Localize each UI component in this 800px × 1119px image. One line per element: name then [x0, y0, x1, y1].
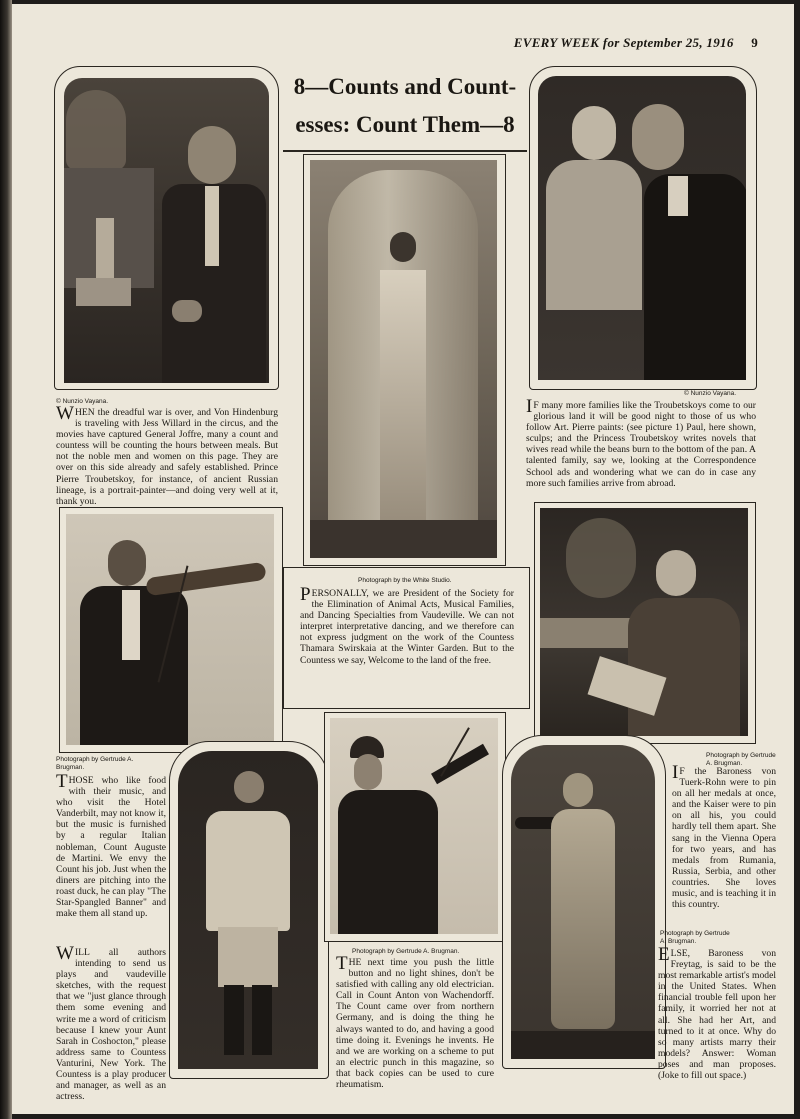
freytag-photo — [511, 745, 655, 1059]
credit-brugman-right: Photograph by Gertrude A. Brugman. — [706, 752, 776, 767]
dropcap: T — [336, 953, 348, 974]
caption-text: HE next time you push the little button and no light shines, don't be satisfied with calling any old electrician. Call in Count Anton von Wachendorff. The Count came over from northern Germany, and is doing the thing he always wanted to do, and having a good time doing it. Evenings he invents. He and we are working on a scheme to put an electric punch in this magazine, so that back copies can be used to cure rheumatism. — [336, 957, 494, 1091]
caption-tuerk-rohn — [672, 762, 776, 911]
credit-brugman-violin: Photograph by Gertrude A. Brugman. — [56, 756, 134, 771]
credit-vayana-right: © Nunzio Vayana. — [684, 390, 737, 397]
dropcap: T — [56, 771, 68, 792]
title-line-1: 8—Counts and Count- — [293, 74, 517, 99]
vanturini-photo — [178, 751, 318, 1069]
wachendorff-photo — [330, 718, 498, 934]
title-line-2: esses: Count Them—8 — [295, 112, 515, 137]
credit-brugman-dancer: Photograph by Gertrude A. Brugman. — [660, 930, 730, 945]
page-title — [287, 68, 523, 148]
issue-date: for September 25, 1916 — [602, 35, 734, 50]
tuerk-rohn-photo — [540, 508, 748, 736]
dropcap: W — [56, 403, 74, 424]
magazine-name: EVERY WEEK — [513, 35, 600, 50]
caption-text: F the Baroness von Tuerk-Rohn were to pin on all her medals at once, and the Kaiser were to pin on all his, you could hardly tell them apart. She sang in the Vienna Opera for two years, and has medals from Rumania, Russia, Serbia, and other countries. She loves music, and is teaching it in this country. — [672, 766, 776, 911]
caption-text: ERSONALLY, we are President of the Society for the Elimination of Animal Acts, Musical Families, and Dancing Specialties from Vaudeville. We can not interpret interpretative dancing, and we therefore can not express judgment on the work of the Countess Thamara Swirskaia at the Winter Garden. But to the Countess we say, Welcome to the land of the free. — [300, 588, 514, 666]
swirskaia-photo — [310, 160, 497, 558]
dropcap: I — [672, 762, 679, 783]
page-number: 9 — [751, 35, 758, 50]
sculptor-photo — [538, 76, 746, 380]
caption-text: LSE, Baroness von Freytag, is said to be the most remarkable artist's model in the United States. When financial trouble fell upon her family, it worried her not at all. She had her Art, and turned to it at once. Why do so many artists marry their models? Answer: Woman poses and man proposes. (Joke to fill out space.) — [658, 948, 776, 1082]
caption-text: ILL all authors intending to send us plays and vaudeville sketches, with the request that we "just glance through them some evening and write me a word of criticism because I knew your Aunt Sarah in Coshocton," please address same to Countess Vanturini, New York. The Countess is a play producer and manager, as well as an actress. — [56, 947, 166, 1103]
page-header — [514, 35, 758, 51]
caption-swirskaia — [300, 584, 514, 666]
caption-text: HEN the dreadful war is over, and Von Hindenburg is traveling with Jess Willard in the circus, and the movies have captured General Joffre, many a count and countess will be counting the hours between meals. But not the noble men and women on this page. They are over on this side already and safely established. Prince Pierre Troubetskoy, for instance, of ancient Russian lineage, is a portrait-painter—and doing very well at it, thank you. — [56, 407, 278, 507]
caption-troubetskoy-sculptor — [526, 396, 756, 489]
caption-text: HOSE who like food with their music, and who visit the Hotel Vanderbilt, may not know it, but the music is furnished by a regular Italian nobleman, Count Auguste de Martini. We envy the Count his job. Just when the diners are pitching into the roast duck, he can play "The Star-Spangled Banner" and make them all stand up. — [56, 775, 166, 920]
dropcap: W — [56, 943, 74, 964]
credit-white-studio: Photograph by the White Studio. — [358, 577, 452, 584]
caption-de-martini — [56, 771, 166, 920]
dropcap: P — [300, 584, 311, 605]
caption-text: F many more families like the Troubetskoys come to our glorious land it will be good night to those of us who follow Art. Pierre paints: (see picture 1) Paul, here shown, sculps; and the Princess Troubetskoy writes novels that wives read while the beans burn to the bottom of the pan. A talented family, say we, looking at the Correspondence School ads and wondering what we can do in case any more such families arrive from abroad. — [526, 400, 756, 489]
title-rule — [283, 150, 527, 152]
painter-photo — [64, 78, 269, 383]
de-martini-photo — [66, 514, 274, 745]
dropcap: I — [526, 396, 533, 417]
credit-vayana-left: © Nunzio Vayana. — [56, 398, 109, 405]
magazine-page — [12, 4, 794, 1114]
caption-wachendorff — [336, 953, 494, 1091]
binding-gutter — [0, 0, 12, 1119]
credit-brugman-center: Photograph by Gertrude A. Brugman. — [352, 948, 460, 955]
caption-troubetskoy-painter — [56, 403, 278, 507]
caption-freytag — [658, 944, 776, 1082]
caption-vanturini — [56, 943, 166, 1103]
dropcap: E — [658, 944, 670, 965]
